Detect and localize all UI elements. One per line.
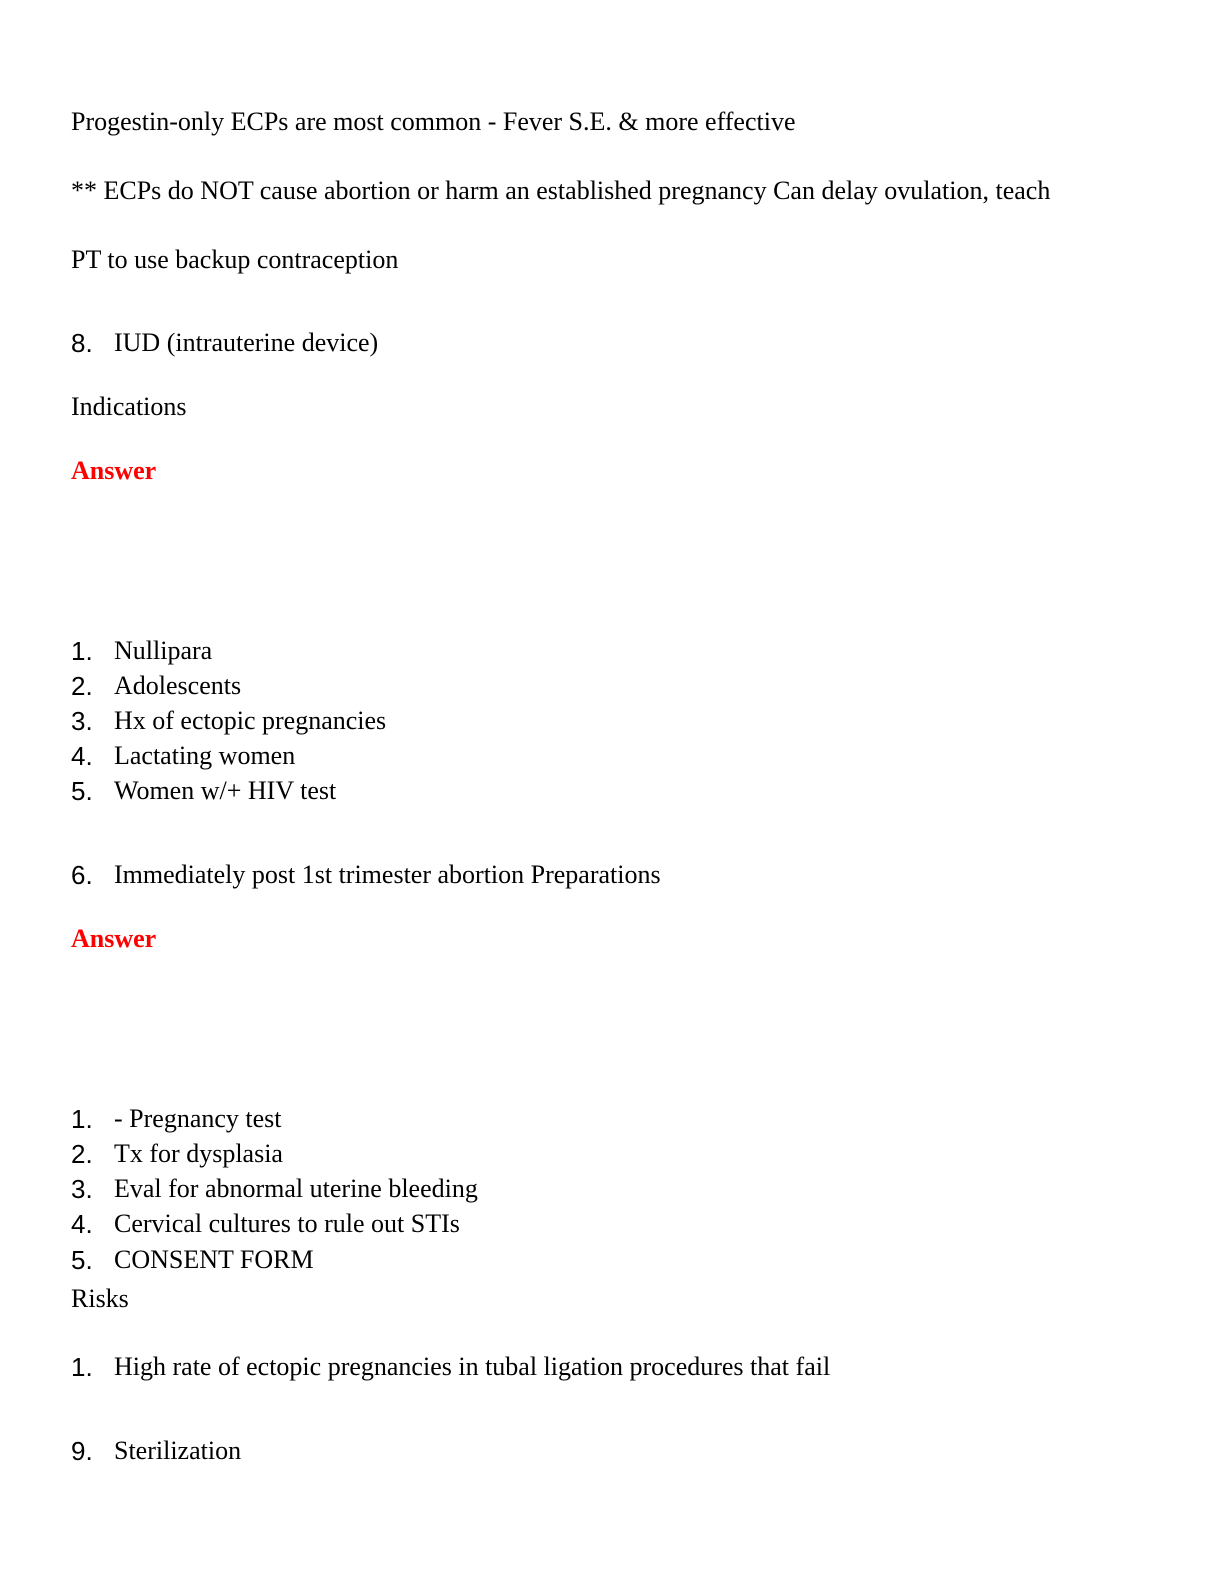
preparations-answer-label: Answer — [71, 924, 157, 953]
list-item-text: - Pregnancy test — [114, 1104, 282, 1133]
list-item-text: Eval for abnormal uterine bleeding — [114, 1174, 478, 1203]
list-item-text: Cervical cultures to rule out STIs — [114, 1209, 460, 1238]
list-item-number: 1. — [71, 1104, 93, 1134]
list-item-number: 1. — [71, 636, 93, 666]
section-9-number: 9. — [71, 1436, 93, 1466]
list-item-text: CONSENT FORM — [114, 1245, 314, 1274]
section-8-number: 8. — [71, 328, 93, 358]
list-item-number: 4. — [71, 1209, 93, 1239]
list-item-number: 2. — [71, 1139, 93, 1169]
list-item-text: Nullipara — [114, 636, 213, 665]
list-item-number: 3. — [71, 706, 93, 736]
list-item-number: 6. — [71, 860, 93, 890]
intro-line-2: ** ECPs do NOT cause abortion or harm an established pregnancy Can delay ovulation, teach — [71, 176, 1051, 205]
list-item-text: Lactating women — [114, 741, 296, 770]
list-item-number: 2. — [71, 671, 93, 701]
list-item-text: Tx for dysplasia — [114, 1139, 283, 1168]
risks-heading: Risks — [71, 1284, 129, 1313]
indications-heading: Indications — [71, 392, 187, 421]
indications-answer-label: Answer — [71, 456, 157, 485]
intro-line-1: Progestin-only ECPs are most common - Fever S.E. & more effective — [71, 107, 796, 136]
list-item-number: 3. — [71, 1174, 93, 1204]
section-9-title: Sterilization — [114, 1436, 242, 1465]
list-item-number: 5. — [71, 776, 93, 806]
intro-line-3: PT to use backup contraception — [71, 245, 399, 274]
list-item-number: 1. — [71, 1352, 93, 1382]
list-item-text: Hx of ectopic pregnancies — [114, 706, 387, 735]
list-item-text: High rate of ectopic pregnancies in tubal ligation procedures that fail — [114, 1352, 831, 1381]
list-item-text: Women w/+ HIV test — [114, 776, 337, 805]
list-item-text: Adolescents — [114, 671, 242, 700]
list-item-text: Immediately post 1st trimester abortion Preparations — [114, 860, 661, 889]
list-item-number: 5. — [71, 1245, 93, 1275]
list-item-number: 4. — [71, 741, 93, 771]
section-8-title: IUD (intrauterine device) — [114, 328, 379, 357]
